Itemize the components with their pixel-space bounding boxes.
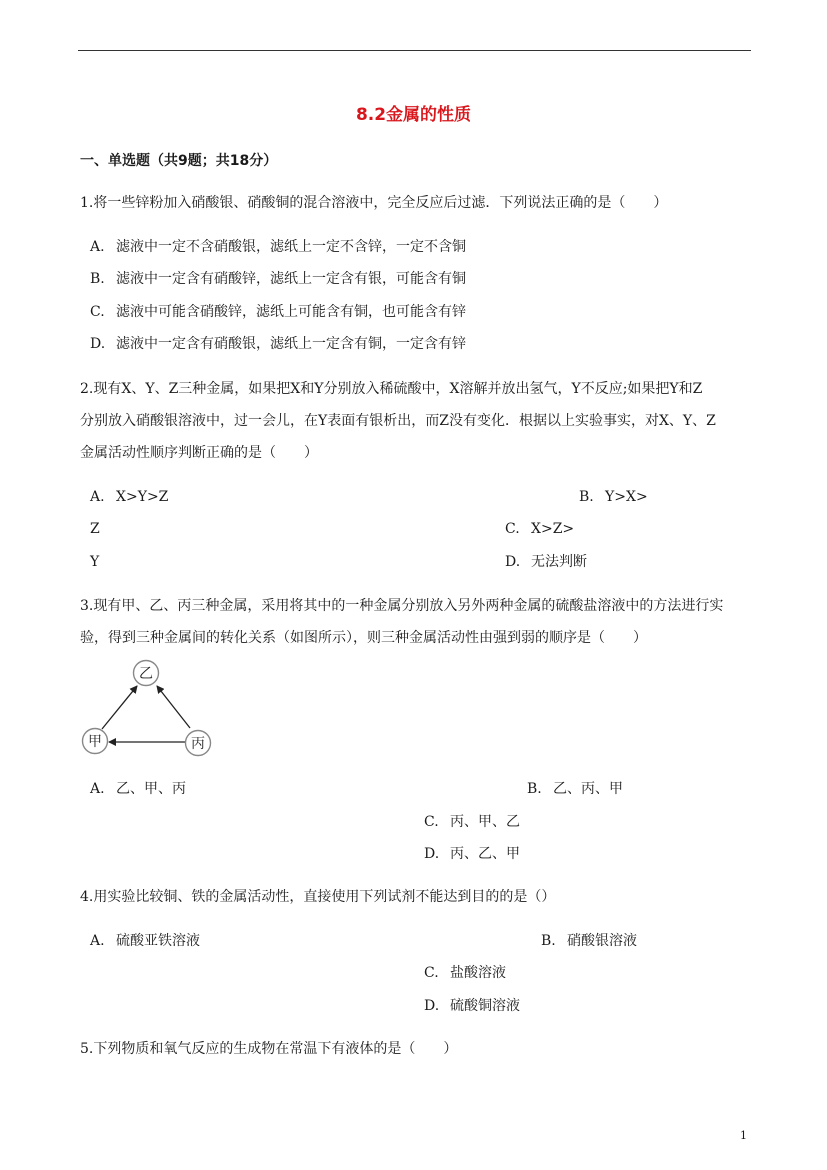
- q3-option-b[interactable]: [527, 782, 623, 796]
- option-letter: B.: [90, 271, 105, 287]
- option-letter: D.: [505, 554, 521, 570]
- q2-option-d[interactable]: [505, 555, 587, 569]
- q4-option-a[interactable]: [90, 934, 200, 948]
- question-4-stem: 4.用实验比较铜、铁的金属活动性，直接使用下列试剂不能达到目的的是（）: [80, 889, 556, 905]
- option-text: 滤液中可能含硝酸锌，滤纸上可能含有铜，也可能含有锌: [116, 304, 466, 320]
- page-number: 1: [740, 1129, 747, 1142]
- q1-option-d[interactable]: [90, 337, 466, 351]
- metal-conversion-diagram: [78, 655, 218, 760]
- question-5-stem: 5.下列物质和氧气反应的生成物在常温下有液体的是（ ）: [80, 1041, 458, 1057]
- option-text: 丙、甲、乙: [450, 814, 520, 830]
- question-2-line-2: 分别放入硝酸银溶液中，过一会儿，在Y表面有银析出，而Z没有变化．根据以上实验事实，对X、Y、Z: [80, 413, 716, 429]
- q2-option-a[interactable]: [90, 490, 168, 504]
- question-3-line-2: 验，得到三种金属间的转化关系（如图所示），则三种金属活动性由强到弱的顺序是（ ）: [80, 630, 647, 646]
- option-letter: B.: [579, 489, 594, 505]
- option-letter: A.: [90, 239, 105, 255]
- option-letter: B.: [541, 933, 556, 949]
- q4-option-c[interactable]: [424, 966, 506, 980]
- question-1-stem: 1.将一些锌粉加入硝酸银、硝酸铜的混合溶液中，完全反应后过滤．下列说法正确的是（ ）: [80, 195, 668, 211]
- question-2-line-1: 2.现有X、Y、Z三种金属，如果把X和Y分别放入稀硫酸中，X溶解并放出氢气，Y不反应;如果把Y和Z: [80, 381, 703, 397]
- q4-option-b[interactable]: [541, 934, 637, 948]
- diagram-node-bing: [186, 731, 211, 756]
- diagram-node-yi: [134, 661, 159, 686]
- q2-option-b[interactable]: [579, 490, 648, 504]
- option-letter: C.: [505, 521, 520, 537]
- option-letter: C.: [90, 304, 105, 320]
- header-rule: [78, 50, 751, 51]
- question-2-line-3: 金属活动性顺序判断正确的是（ ）: [80, 445, 318, 461]
- page-title: 8.2金属的性质: [355, 105, 472, 125]
- diagram-arrow-jia-to-yi: [102, 686, 137, 729]
- option-text: 乙、甲、丙: [116, 781, 186, 797]
- option-letter: A.: [90, 933, 105, 949]
- option-text: 硫酸亚铁溶液: [116, 933, 200, 949]
- question-3-line-1: 3.现有甲、乙、丙三种金属，采用将其中的一种金属分别放入另外两种金属的硫酸盐溶液中的方法进行实: [80, 598, 724, 614]
- option-text: 丙、乙、甲: [450, 846, 520, 862]
- option-text: 硝酸银溶液: [567, 933, 637, 949]
- q2-option-c-wrap: [90, 555, 99, 569]
- option-letter: C.: [424, 814, 439, 830]
- option-text: 硫酸铜溶液: [450, 998, 520, 1014]
- option-letter: D.: [424, 846, 440, 862]
- option-letter: D.: [424, 998, 440, 1014]
- q4-option-d[interactable]: [424, 999, 520, 1013]
- option-text: X>Z>: [531, 521, 575, 537]
- option-text: 滤液中一定含有硝酸锌，滤纸上一定含有银，可能含有铜: [116, 271, 466, 287]
- q2-option-b-wrap: [90, 522, 100, 536]
- diagram-node-jia: [83, 729, 108, 754]
- diagram-label-yi: 乙: [139, 666, 153, 682]
- diagram-label-bing: 丙: [191, 736, 205, 752]
- diagram-label-jia: 甲: [88, 734, 102, 750]
- q1-option-c[interactable]: [90, 305, 466, 319]
- option-text: 乙、丙、甲: [553, 781, 623, 797]
- q1-option-a[interactable]: [90, 240, 466, 254]
- option-text: Y>X>: [605, 489, 648, 505]
- option-letter: B.: [527, 781, 542, 797]
- option-text: 滤液中一定含有硝酸银，滤纸上一定含有铜，一定含有锌: [116, 336, 466, 352]
- q2-option-c[interactable]: [505, 522, 574, 536]
- option-letter: D.: [90, 336, 106, 352]
- option-text: 盐酸溶液: [450, 965, 506, 981]
- option-letter: C.: [424, 965, 439, 981]
- q3-option-d[interactable]: [424, 847, 520, 861]
- option-text: 无法判断: [531, 554, 587, 570]
- option-text: Y: [90, 554, 100, 570]
- option-text: X>Y>Z: [116, 489, 169, 505]
- q1-option-b[interactable]: [90, 272, 466, 286]
- option-letter: A.: [90, 489, 105, 505]
- q3-option-a[interactable]: [90, 782, 186, 796]
- option-text: Z: [90, 521, 100, 537]
- q3-option-c[interactable]: [424, 815, 520, 829]
- option-text: 滤液中一定不含硝酸银，滤纸上一定不含锌，一定不含铜: [116, 239, 466, 255]
- option-letter: A.: [90, 781, 105, 797]
- section-heading: 一、单选题（共9题；共18分）: [80, 153, 278, 169]
- diagram-arrow-bing-to-yi: [157, 686, 190, 728]
